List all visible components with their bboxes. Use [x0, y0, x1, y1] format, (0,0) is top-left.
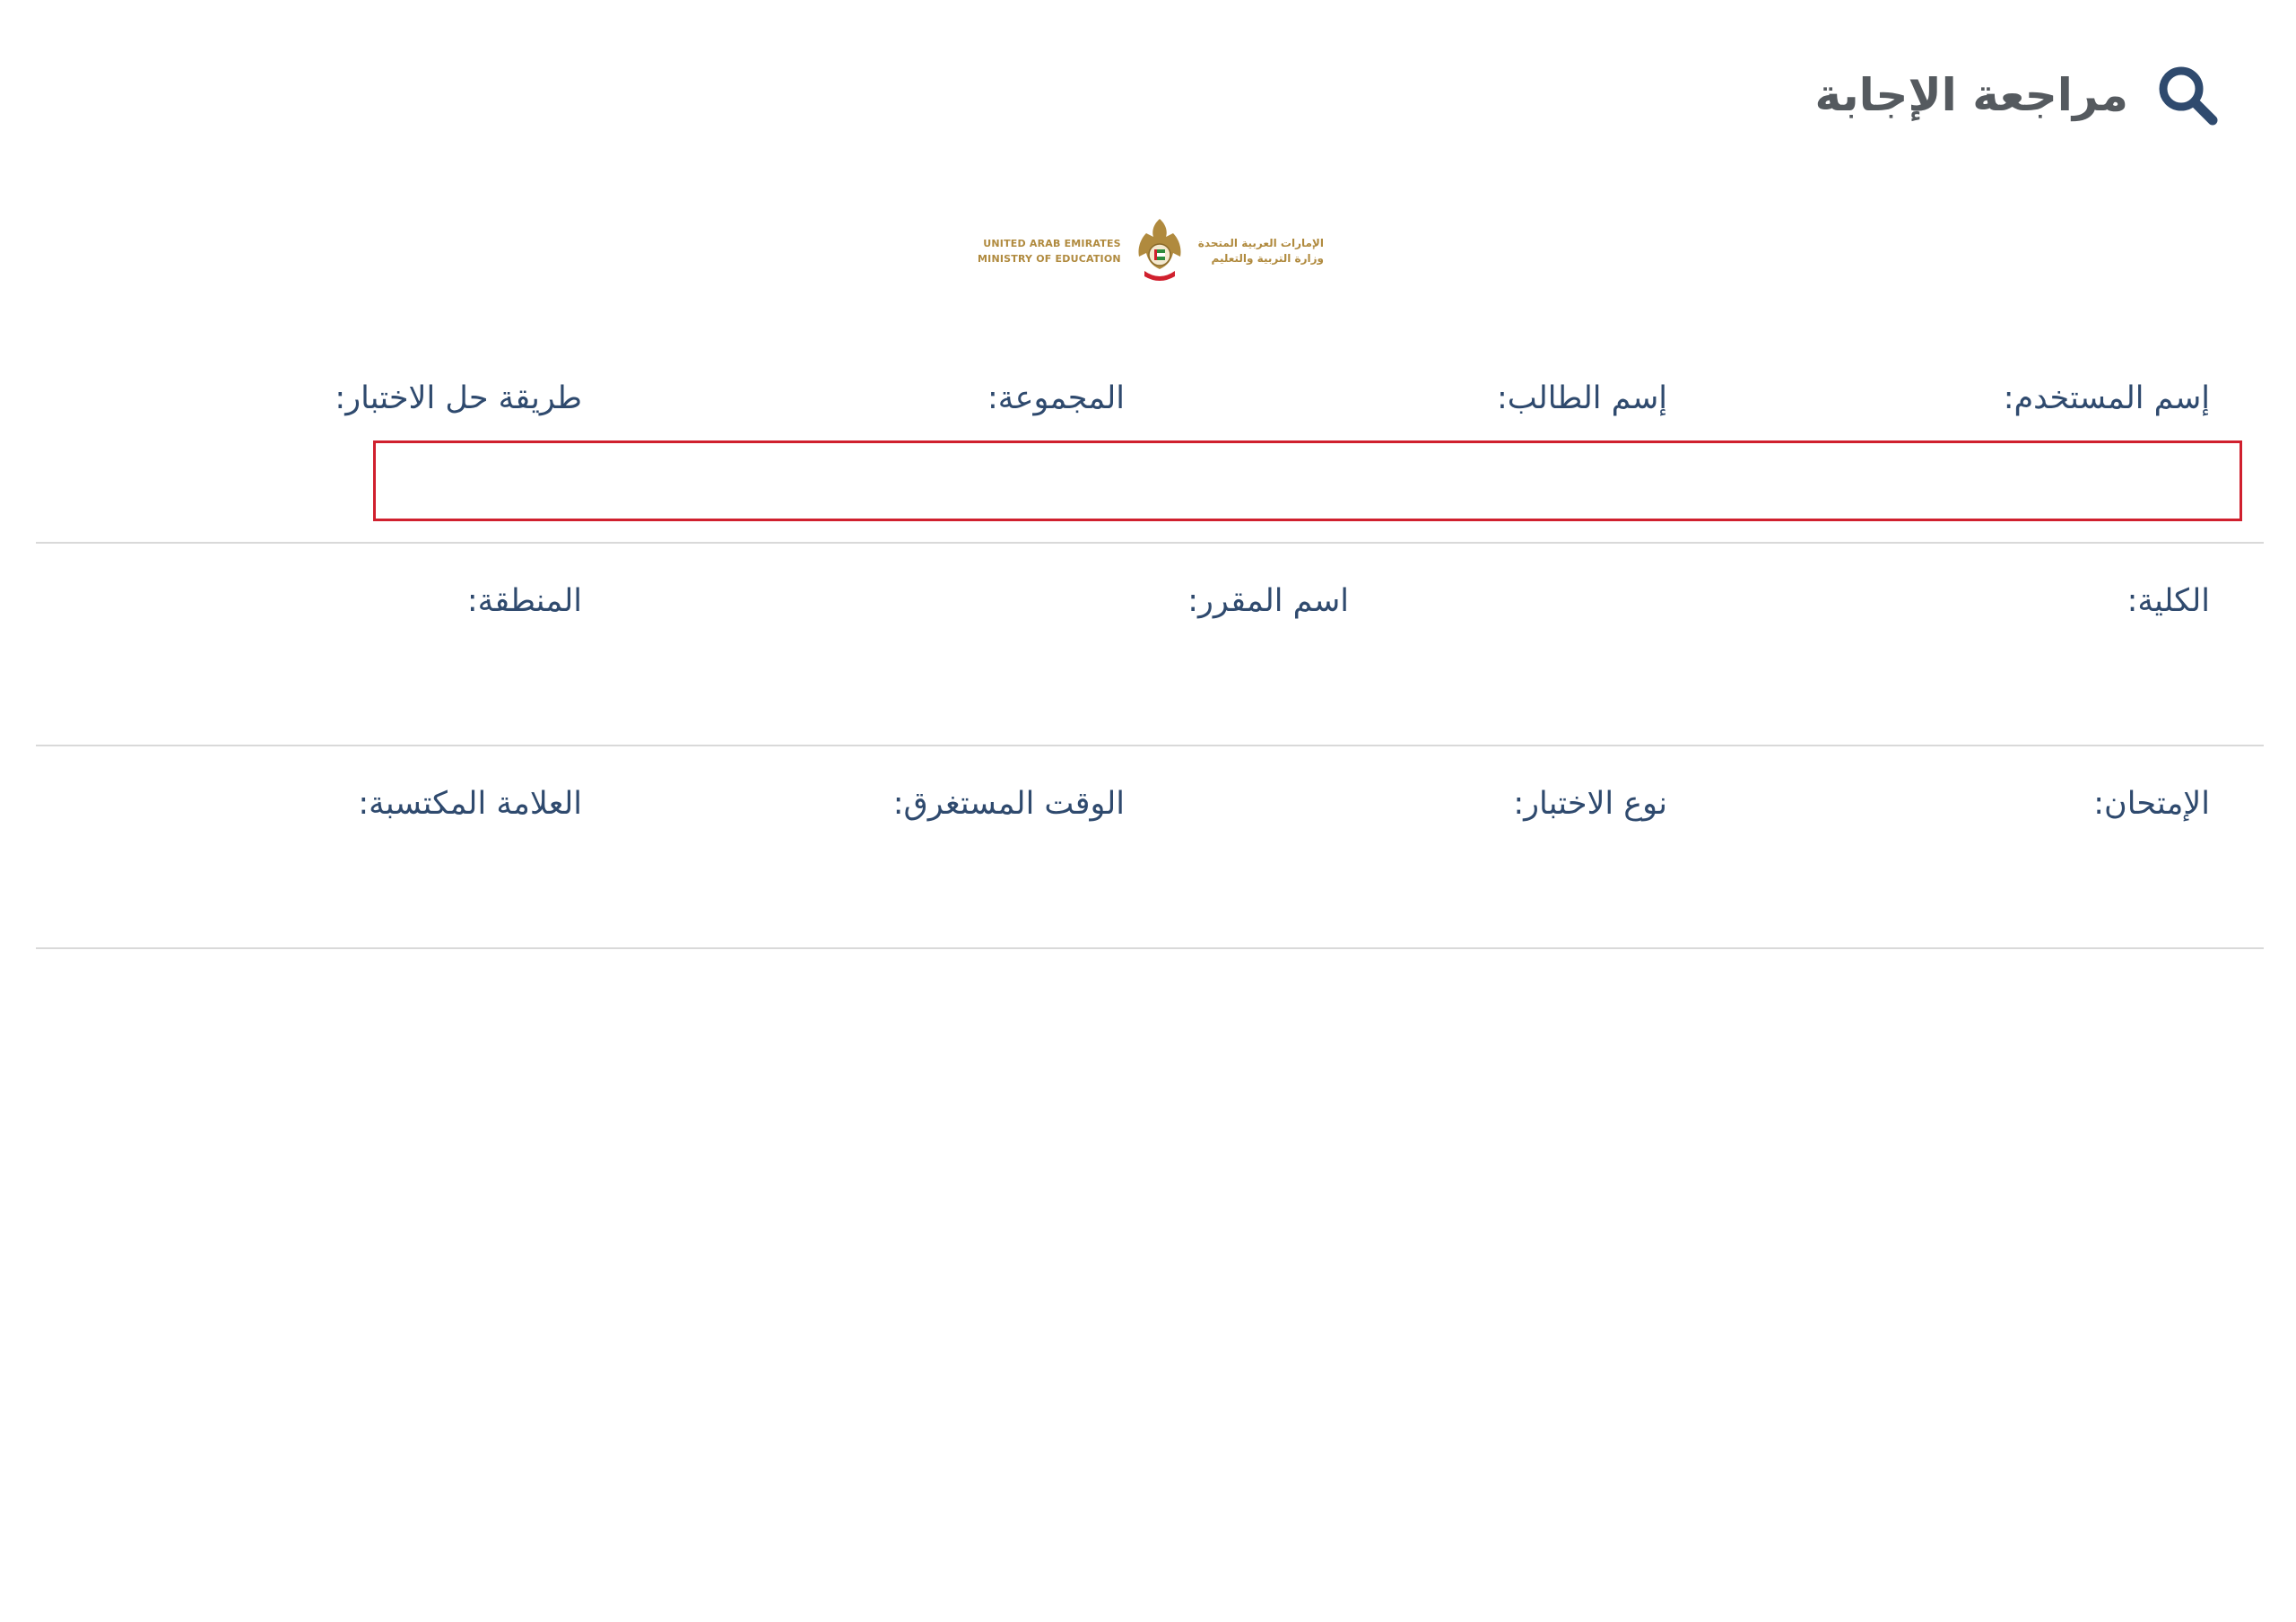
info-row-exam [36, 746, 2264, 949]
logo-en-line1: UNITED ARAB EMIRATES [983, 238, 1121, 249]
time-taken-label: الوقت المستغرق: [892, 786, 1125, 822]
logo-ar-line2: وزارة التربية والتعليم [1211, 252, 1324, 265]
info-row-user [36, 341, 2264, 544]
course-name-label: اسم المقرر: [1187, 583, 1349, 619]
solve-method-label: طريقة حل الاختبار: [335, 380, 582, 416]
ministry-logo [971, 214, 1330, 289]
search-icon[interactable] [2155, 63, 2220, 127]
exam-label: الإمتحان: [2093, 786, 2210, 822]
test-type-label: نوع الاختبار: [1513, 786, 1667, 822]
score-label: العلامة المكتسبة: [358, 786, 582, 822]
redacted-values-box [373, 440, 2242, 521]
logo-english-text [978, 236, 1121, 266]
page-header [1815, 63, 2220, 127]
student-name-label: إسم الطالب: [1496, 380, 1667, 416]
logo-arabic-text [1198, 236, 1324, 266]
username-label: إسم المستخدم: [2003, 380, 2210, 416]
college-label: الكلية: [2126, 583, 2210, 619]
info-row-course [36, 544, 2264, 746]
region-label: المنطقة: [466, 583, 582, 619]
logo-en-line2: MINISTRY OF EDUCATION [978, 253, 1121, 265]
page-title: مراجعة الإجابة [1814, 69, 2128, 121]
uae-emblem-icon [1134, 215, 1186, 287]
group-label: المجموعة: [987, 380, 1125, 416]
logo-ar-line1: الإمارات العربية المتحدة [1197, 237, 1324, 249]
